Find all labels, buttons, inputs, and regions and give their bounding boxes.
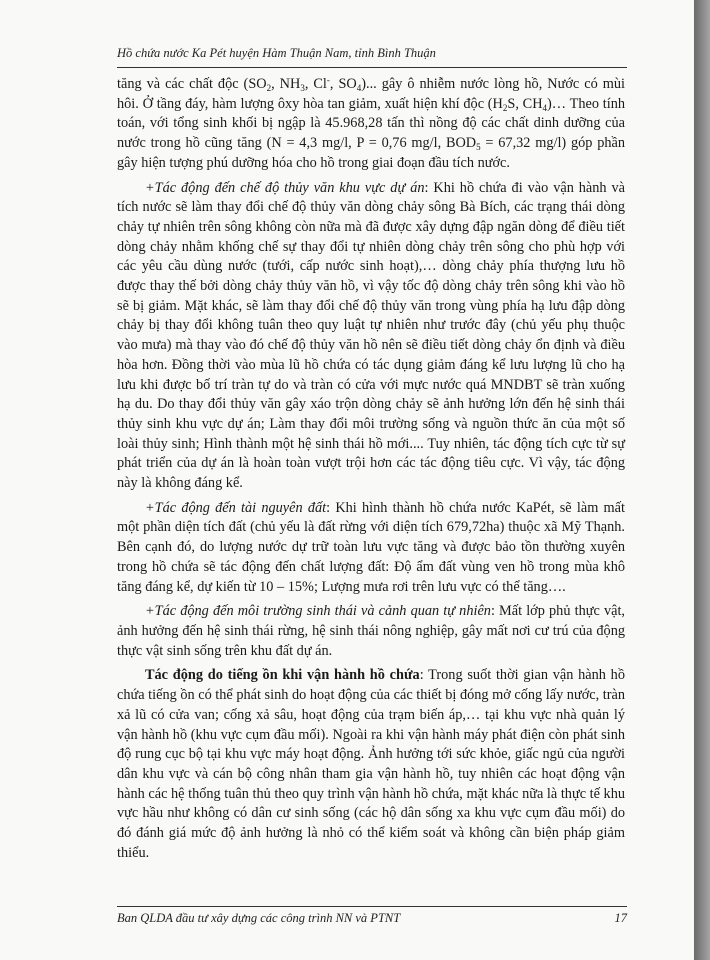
- p1-sub: 4: [356, 83, 362, 93]
- p3-text: : Khi hình thành hồ chứa nước KaPét, sẽ làm mất một phần diện tích đất (chủ yếu là đất rừng với diện tích 679,72ha) thuộc xã Mỹ Thạnh. Bên cạnh đó, do lượng nước dự trữ toàn lưu vực tăng và được bảo tồn thường xuyên trong hồ chứa sẽ tác động đến chất lượng đất: Độ ẩm đất vùng ven hồ trong mùa khô tăng đáng kể, dự kiến từ 10 – 15%; Lượng mưa rơi trên lưu vực có thể tăng….: [117, 499, 625, 595]
- footer-rule: [117, 906, 627, 907]
- p1-sup: -: [326, 75, 330, 85]
- body-text: [117, 75, 625, 868]
- p5-lead: Tác động do tiếng ồn khi vận hành hồ chứa: [145, 667, 420, 684]
- p1-sub: 3: [300, 83, 305, 93]
- p1-sub: 2: [266, 83, 272, 93]
- p1-sub: 4: [542, 102, 548, 113]
- p1-text-a: tăng và các chất độc (SO: [117, 76, 267, 92]
- p1-text-f: S, CH: [507, 95, 543, 112]
- p5-text: : Trong suốt thời gian vận hành hồ chứa tiếng ồn có thể phát sinh do hoạt động của các thiết bị đóng mở cống lấy nước, tràn xả lũ có cửa van; cống xả sâu, hoạt động của trạm biến áp,… tại khu vực nhà quản lý vận hành hồ (khu vực cụm đầu mối). Ngoài ra khi vận hành máy phát điện còn phát sinh độ rung cục bộ tại khu vực máy hoạt động. Ảnh hưởng tới sức khỏe, giấc ngủ của người dân khu vực và cán bộ công nhân tham gia vận hành hồ, tuy nhiên các hoạt động vận hành các hệ thống tuân thủ theo quy trình vận hành hồ chứa, mặt khác nữa là thực tế khu vực hầu như không có dân cư sinh sống (các hộ dân sống xa khu vực cụm đầu mối) do đó đánh giá mức độ ảnh hưởng là nhỏ có thể kiểm soát và không cần biện pháp giảm thiểu.: [117, 667, 625, 861]
- p1-text-e: )... gây ô nhiễm nước lòng hồ, Nước có mùi hôi. Ở tầng đáy, hàm lượng ôxy hòa tan giảm, xuất hiện khí độc (H: [117, 76, 625, 112]
- page-number: 17: [614, 911, 627, 925]
- p4-text: : Mất lớp phủ thực vật, ảnh hưởng đến hệ sinh thái rừng, hệ sinh thái nông nghiệp, gây mất nơi cư trú của động thực vật sinh sống trên khu đất dự án.: [117, 603, 625, 659]
- paragraph-5: [117, 666, 625, 863]
- p1-sub: 2: [502, 102, 508, 113]
- header-rule: [117, 67, 627, 68]
- background-edge: [694, 0, 710, 960]
- paragraph-4: [117, 602, 625, 661]
- p1-sub: 5: [476, 142, 481, 153]
- paragraph-3: [117, 499, 625, 598]
- p1-text-b: , NH: [271, 76, 301, 92]
- p1-text-d: , SO: [329, 76, 357, 92]
- p3-lead: +Tác động đến tài nguyên đất: [145, 499, 327, 516]
- running-footer: [117, 911, 627, 926]
- p1-text-g: )… Theo tính toán, với tổng sinh khối bị ngập là 45.968,28 tấn thì nồng độ các chất dinh dưỡng của nước trong hồ cũng tăng (N = 4,3 mg/l, P = 0,76 mg/l, BOD: [117, 95, 625, 152]
- running-header: Hồ chứa nước Ka Pét huyện Hàm Thuận Nam, tỉnh Bình Thuận: [117, 46, 436, 60]
- p4-lead: +Tác động đến môi trường sinh thái và cảnh quan tự nhiên: [145, 603, 491, 620]
- p1-text-c: , Cl: [304, 76, 327, 92]
- p2-text: : Khi hồ chứa đi vào vận hành và tích nước sẽ làm thay đổi chế độ thủy văn dòng chảy sông Bà Bích, các trạng thái dòng chảy tự nhiên trên sông không còn nữa mà đã được xây dựng đập ngăn dòng để điều tiết dòng chảy nhằm khống chế sự thay đổi tự nhiên dòng chảy trên sông cho phù hợp với các yêu cầu dùng nước (tưới, cấp nước sinh hoạt),… dòng chảy phía thượng lưu hồ được thay thế bởi dòng chảy thủy văn hồ, vì vậy tốc độ dòng chảy trên sông khi vào hồ sẽ bị giảm. Mặt khác, sẽ làm thay đổi chế độ thủy văn trong vùng phía hạ lưu đập dòng chảy bị thay đổi không tuân theo quy luật tự nhiên như trước đây (chủ yếu phụ thuộc vào mưa) mà thay vào đó chế độ thủy văn hồ nên sẽ điều tiết dòng chảy ổn định và điều hòa hơn. Đồng thời vào mùa lũ hồ chứa có tác dụng giảm đáng kể lưu lượng lũ cho hạ lưu khi được bố trí tràn tự do và tràn có cửa với mực nước quá MNDBT sẽ tràn xuống hạ du. Do thay đổi thủy văn gây xáo trộn dòng chảy sẽ ảnh hưởng lớn đến hệ sinh thái thủy sinh khu vực dự án; Làm thay đổi môi trường sống và nguồn thức ăn của một số loài thủy sinh; Hình thành một hệ sinh thái hồ mới.... Tuy nhiên, tác động tích cực từ sự phát triển của dự án là hoàn toàn vượt trội hơn các tác động tiêu cực. Vì vậy, tác động này là không đáng kể.: [117, 179, 626, 492]
- paragraph-2: [117, 179, 625, 494]
- paragraph-1: [117, 75, 625, 174]
- p1-text-h: = 67,32 mg/l) góp phần gây hiện tượng phú dưỡng hóa cho hồ trong giai đoạn đầu tích nước.: [117, 135, 625, 171]
- p2-lead: +Tác động đến chế độ thủy văn khu vực dự án: [145, 179, 425, 196]
- footer-text: Ban QLDA đầu tư xây dựng các công trình NN và PTNT: [117, 911, 401, 925]
